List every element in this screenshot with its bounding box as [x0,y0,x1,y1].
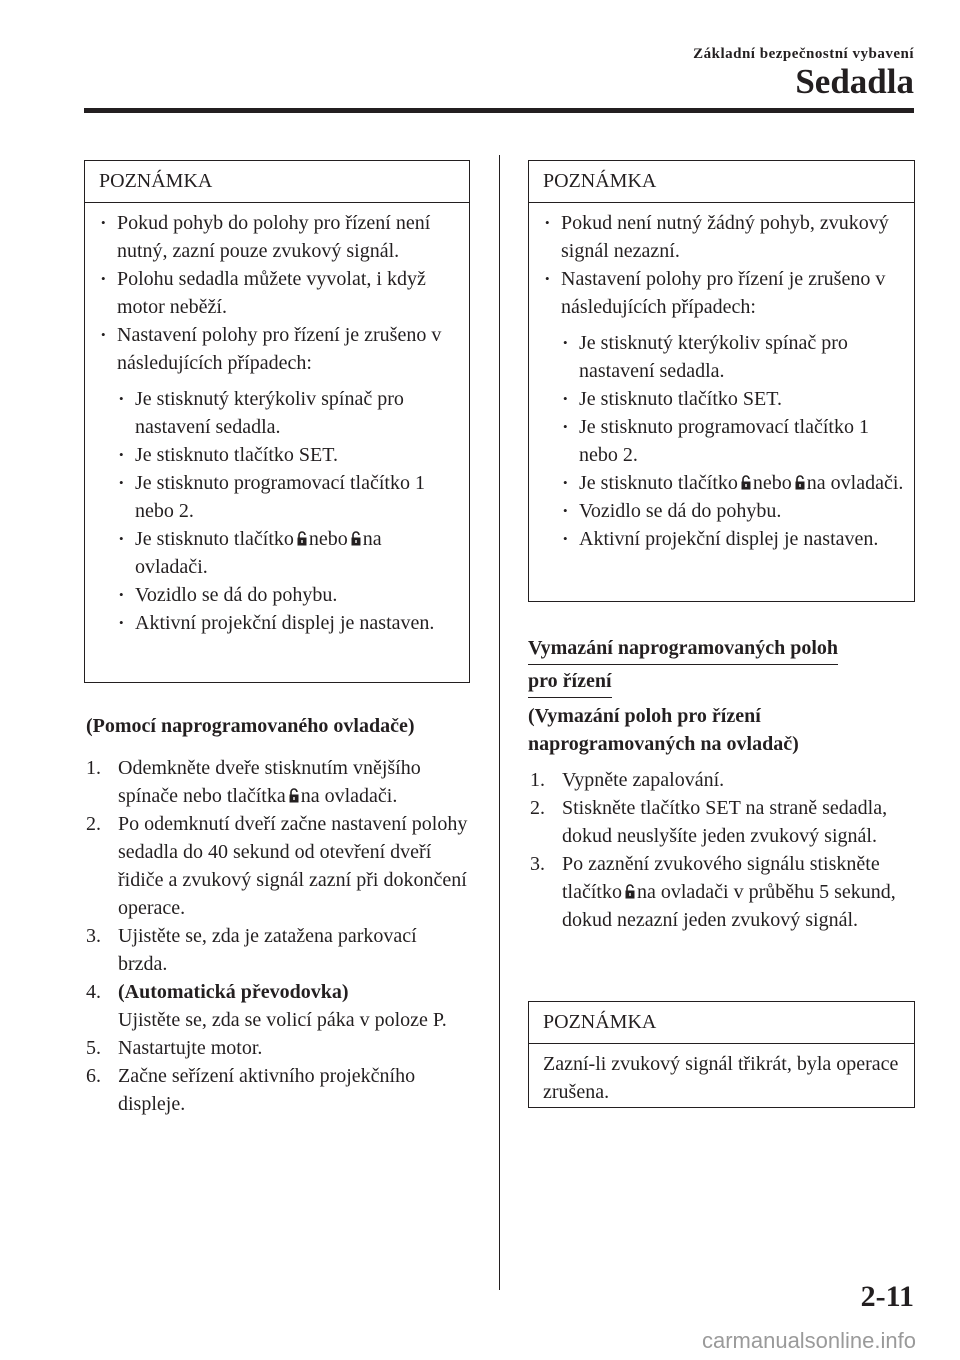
section-heading [528,634,915,698]
sub-text: Je stisknuto tlačítko [135,528,294,550]
note-body: Zazní-li zvukový signál třikrát, byla operace zrušena. [543,1053,899,1103]
step-text: Stiskněte tlačítko SET na straně sedadla, dokud neuslyšíte jeden zvukový signál. [562,797,888,847]
watermark: carmanualsonline.info [701,1328,916,1353]
note-sub-bullet: • Je stisknutý kterýkoliv spínač pro nastavení sedadla. [117,385,459,441]
sub-text: nebo [752,472,792,494]
note-sub-bullet [561,469,904,497]
step-text: na ovladači v průběhu 5 sekund, dokud nezazní jeden zvukový signál. [562,881,896,931]
note-box-left [84,160,470,683]
note-heading: POZNÁMKA [529,1002,914,1044]
step-item [86,1034,470,1062]
step-item [530,794,915,850]
unlock-icon [289,788,299,803]
page-number: 2-11 [860,1280,914,1313]
unlock-icon [741,475,751,490]
step-number: 3. [86,925,101,947]
step-item [530,850,915,934]
subheading-line: (Vymazání poloh pro řízení [528,705,761,727]
page-title: Sedadla [795,62,914,101]
note-bullet: • Pokud pohyb do polohy pro řízení není nutný, zazní pouze zvukový signál. [99,209,459,265]
note-bullet: • Polohu sedadla můžete vyvolat, i když motor neběží. [99,265,459,321]
right-subheading [528,702,915,758]
left-steps [86,754,470,1118]
note-box-right [528,160,915,602]
unlock-icon [351,531,361,546]
note-body [85,203,469,647]
note-sub-bullet: • Je stisknuto tlačítko SET. [561,385,904,413]
step-text: Ujistěte se, zda je zatažena parkovací brzda. [118,925,417,975]
step-number: 5. [86,1037,101,1059]
right-steps [530,766,915,934]
note-sub-bullet: • Aktivní projekční displej je nastaven. [561,525,904,553]
step-number: 2. [530,797,545,819]
note-box-bottom [528,1001,915,1108]
step-text: (Automatická převodovka) [118,981,349,1003]
unlock-icon [297,531,307,546]
note-sub-bullet: • Je stisknuto programovací tlačítko 1 nebo 2. [561,413,904,469]
note-bullet: • Nastavení polohy pro řízení je zrušeno v následujících případech: [99,321,459,377]
step-number: 2. [86,813,101,835]
heading-line: Vymazání naprogramovaných poloh [528,634,838,665]
step-item [86,754,470,810]
step-text: Začne seřízení aktivního projekčního displeje. [118,1065,416,1115]
step-item [86,978,470,1034]
heading-line: pro řízení [528,667,612,698]
left-subheading: (Pomocí naprogramovaného ovladače) [86,715,415,737]
step-text: na ovladači. [300,785,398,807]
header-rule [84,108,914,113]
step-text: Vypněte zapalování. [562,769,725,791]
step-item [86,1062,470,1118]
note-sub-bullet [117,525,459,581]
note-bullet: • Nastavení polohy pro řízení je zrušeno v následujících případech: [543,265,904,321]
step-text: Po zaznění zvukového signálu stiskněte tlačítko [562,853,880,903]
note-bullet: • Pokud není nutný žádný pohyb, zvukový signál nezazní. [543,209,904,265]
step-text: Nastartujte motor. [118,1037,263,1059]
step-text: Po odemknutí dveří začne nastavení polohy sedadla do 40 sekund od otevření dveří řidiče a zvukový signál zazní při dokončení operace. [118,813,468,919]
note-heading: POZNÁMKA [529,161,914,203]
step-number: 3. [530,853,545,875]
sub-text: nebo [308,528,348,550]
step-number: 1. [86,757,101,779]
note-body [529,203,914,563]
section-title: Základní bezpečnostní vybavení [693,46,914,62]
sub-text: na ovladači. [806,472,904,494]
step-number: 4. [86,981,101,1003]
step-text: Ujistěte se, zda se volicí páka v poloze P. [118,1009,447,1031]
note-sub-bullet: • Je stisknuto programovací tlačítko 1 nebo 2. [117,469,459,525]
note-heading: POZNÁMKA [85,161,469,203]
note-sub-bullet: • Je stisknuto tlačítko SET. [117,441,459,469]
sub-text: na ovladači. [135,528,382,578]
sub-text: Je stisknuto tlačítko [579,472,738,494]
note-sub-bullet: • Aktivní projekční displej je nastaven. [117,609,459,637]
step-number: 1. [530,769,545,791]
step-item [530,766,915,794]
unlock-icon [795,475,805,490]
subheading-line: naprogramovaných na ovladač) [528,733,799,755]
step-item [86,922,470,978]
note-sub-bullet: • Vozidlo se dá do pohybu. [117,581,459,609]
unlock-icon [625,884,635,899]
step-text: Odemkněte dveře stisknutím vnějšího spínače nebo tlačítka [118,757,421,807]
step-number: 6. [86,1065,101,1087]
step-item [86,810,470,922]
column-divider [499,155,500,1290]
note-sub-bullet: • Je stisknutý kterýkoliv spínač pro nastavení sedadla. [561,329,904,385]
note-sub-bullet: • Vozidlo se dá do pohybu. [561,497,904,525]
